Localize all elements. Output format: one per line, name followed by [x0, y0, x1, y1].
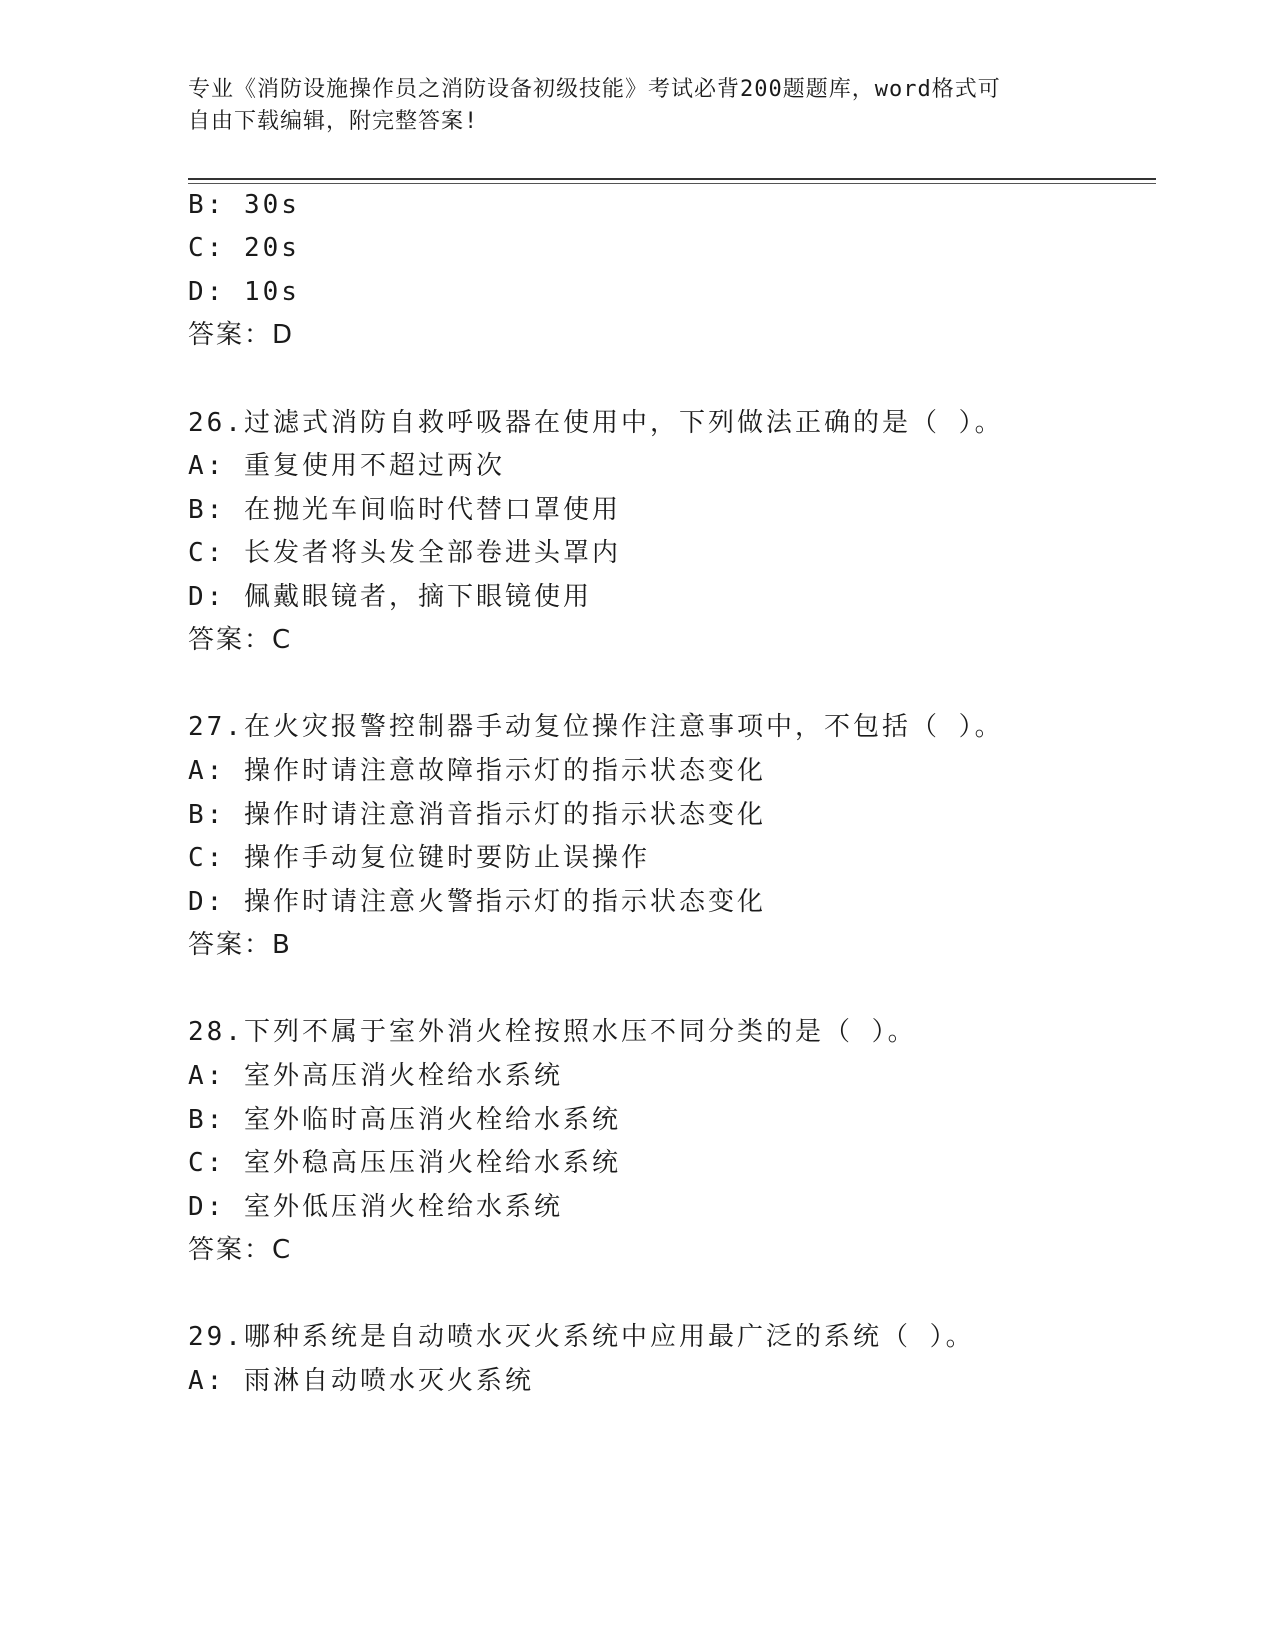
q27-answer: 答案：B: [188, 930, 292, 960]
q27-option-a: A: 操作时请注意故障指示灯的指示状态变化: [188, 756, 766, 786]
q25-option-c: C: 20s: [188, 233, 300, 263]
q27-option-c: C: 操作手动复位键时要防止误操作: [188, 843, 650, 873]
q25-option-b: B: 30s: [188, 190, 300, 220]
q26-option-b: B: 在抛光车间临时代替口罩使用: [188, 495, 621, 525]
q28-option-b: B: 室外临时高压消火栓给水系统: [188, 1105, 621, 1135]
q26-option-a: A: 重复使用不超过两次: [188, 451, 505, 481]
q28-answer: 答案：C: [188, 1235, 293, 1265]
header-divider-thin: [188, 183, 1156, 184]
q27-stem: 27.在火灾报警控制器手动复位操作注意事项中，不包括（ ）。: [188, 712, 1004, 742]
q28-option-a: A: 室外高压消火栓给水系统: [188, 1061, 563, 1091]
q29-option-a: A: 雨淋自动喷水灭火系统: [188, 1366, 534, 1396]
q29-stem: 29.哪种系统是自动喷水灭火系统中应用最广泛的系统（ ）。: [188, 1322, 975, 1352]
header-divider-thick: [188, 178, 1156, 180]
q26-option-d: D: 佩戴眼镜者，摘下眼镜使用: [188, 582, 592, 612]
q26-option-c: C: 长发者将头发全部卷进头罩内: [188, 538, 621, 568]
q25-option-d: D: 10s: [188, 277, 300, 307]
header-line-2: 自由下载编辑，附完整答案!: [188, 109, 479, 134]
q28-option-d: D: 室外低压消火栓给水系统: [188, 1192, 563, 1222]
q28-stem: 28.下列不属于室外消火栓按照水压不同分类的是（ ）。: [188, 1017, 917, 1047]
q26-answer: 答案：C: [188, 625, 293, 655]
q27-option-b: B: 操作时请注意消音指示灯的指示状态变化: [188, 800, 766, 830]
q26-stem: 26.过滤式消防自救呼吸器在使用中，下列做法正确的是（ ）。: [188, 408, 1004, 438]
document-header: [188, 74, 1088, 138]
q28-option-c: C: 室外稳高压压消火栓给水系统: [188, 1148, 621, 1178]
header-line-1: 专业《消防设施操作员之消防设备初级技能》考试必背200题题库，word格式可: [188, 77, 1001, 102]
q25-answer: 答案：D: [188, 320, 295, 350]
q27-option-d: D: 操作时请注意火警指示灯的指示状态变化: [188, 887, 766, 917]
